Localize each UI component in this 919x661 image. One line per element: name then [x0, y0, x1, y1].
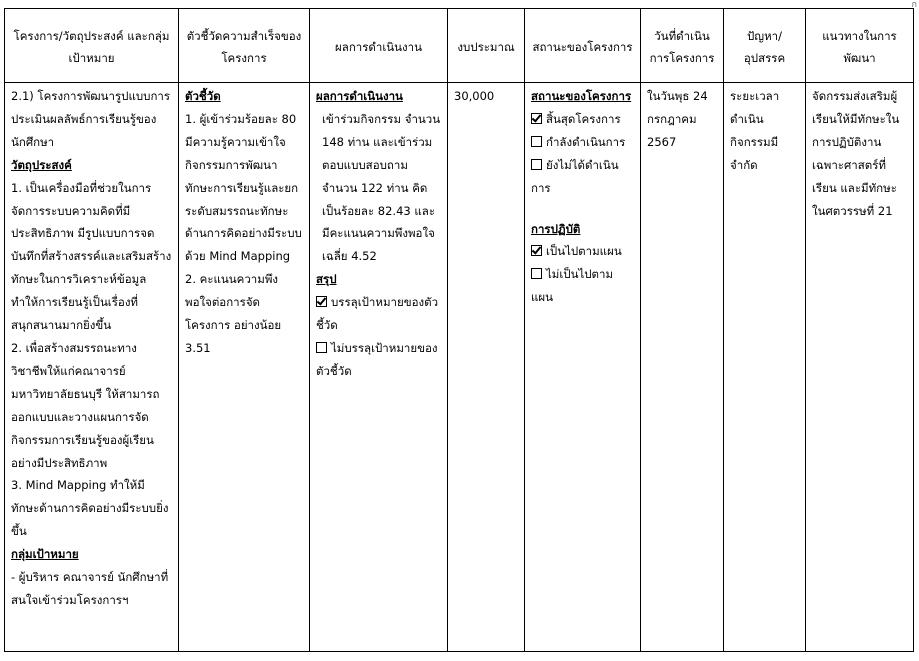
target-group: - ผู้บริหาร คณาจารย์ นักศึกษาที่สนใจเข้าร่วมโครงการฯ — [11, 570, 169, 607]
cell-development — [806, 83, 914, 652]
practice-option-off-plan: ไม่เป็นไปตามแผน — [531, 267, 614, 305]
objectives-heading: วัตถุประสงค์ — [11, 157, 72, 172]
project-report-table — [4, 8, 914, 652]
status-option-finished: สิ้นสุดโครงการ — [531, 108, 634, 131]
checkbox-empty-icon — [531, 268, 542, 279]
results-text: เข้าร่วมกิจกรรม จำนวน 148 ท่าน และเข้าร่วมตอบแบบสอบถามจำนวน 122 ท่าน คิดเป็นร้อยละ 82.43 และมีคะแนนความพึงพอใจเฉลี่ย 4.52 — [322, 111, 441, 264]
checkbox-checked-icon — [316, 296, 327, 307]
checkbox-checked-icon — [531, 113, 542, 124]
header-date: วันที่ดำเนินการโครงการ — [641, 9, 724, 83]
header-budget: งบประมาณ — [448, 9, 525, 83]
summary-heading: สรุป — [316, 272, 337, 287]
corner-mark: ก — [911, 0, 917, 10]
cell-budget — [448, 83, 525, 652]
development-text: จัดกรรมส่งเสริมผู้เรียนให้มีทักษะในการปฏิบัติงานเฉพาะศาสตร์ที่เรียน และมีทักษะในศตวรรษที่ 21 — [812, 89, 900, 218]
indicator-item: 2. คะแนนความพึงพอใจต่อการจัดโครงการ อย่างน้อย 3.51 — [185, 272, 282, 355]
header-indicator: ตัวชี้วัดความสำเร็จของโครงการ — [179, 9, 310, 83]
objective-item: 2. เพื่อสร้างสมรรถนะทางวิชาชีพให้แก่คณาจารย์มหาวิทยาลัยธนบุรี ให้สามารถออกแบบและวางแผนการจัดกิจกรรมการเรียนรู้ของผู้เรียนอย่างมีประสิทธิภาพ — [11, 340, 160, 470]
cell-status — [525, 83, 641, 652]
budget-value: 30,000 — [454, 89, 495, 103]
header-row — [5, 9, 914, 83]
summary-option-achieved: บรรลุเป้าหมายของตัวชี้วัด — [316, 295, 439, 333]
problem-text: ระยะเวลาดำเนินกิจกรรมมีจำกัด — [730, 89, 780, 172]
table-row — [5, 83, 914, 652]
indicator-heading: ตัวชี้วัด — [185, 89, 221, 103]
header-problem: ปัญหา/อุปสรรค — [724, 9, 806, 83]
checkbox-empty-icon — [316, 342, 327, 353]
cell-indicator — [179, 83, 310, 652]
cell-project — [5, 83, 179, 652]
cell-problem — [724, 83, 806, 652]
objective-item: 3. Mind Mapping ทำให้มีทักษะด้านการคิดอย่างมีระบบยิ่งขึ้น — [11, 478, 169, 539]
status-option-in-progress: กำลังดำเนินการ — [531, 131, 634, 154]
objective-item: 1. เป็นเครื่องมือที่ช่วยในการจัดการระบบความคิดที่มีประสิทธิภาพ มีรูปแบบการจดบันทึกที่สร้างสรรค์และเสริมสร้างทักษะในการวิเคราะห์ข้อมูลทำให้การเรียนรู้เป็นเรื่องที่สนุกสนานมากยิ่งขึ้น — [11, 180, 172, 333]
practice-heading: การปฏิบัติ — [531, 221, 581, 236]
checkbox-empty-icon — [531, 159, 542, 170]
status-heading: สถานะของโครงการ — [531, 89, 632, 103]
checkbox-empty-icon — [531, 136, 542, 147]
target-heading: กลุ่มเป้าหมาย — [11, 547, 79, 562]
results-heading: ผลการดำเนินงาน — [316, 89, 403, 103]
checkbox-checked-icon — [531, 245, 542, 256]
indicator-item: 1. ผู้เข้าร่วมร้อยละ 80 มีความรู้ความเข้าใจกิจกรรมการพัฒนาทักษะการเรียนรู้และยกระดับสมรรถนะทักษะด้านการคิดอย่างมีระบบด้วย Mind Mapping — [185, 111, 302, 264]
header-status: สถานะของโครงการ — [525, 9, 641, 83]
practice-option-on-plan: เป็นไปตามแผน — [531, 240, 634, 263]
header-project: โครงการ/วัตถุประสงค์ และกลุ่มเป้าหมาย — [5, 9, 179, 83]
header-results: ผลการดำเนินงาน — [310, 9, 448, 83]
cell-date — [641, 83, 724, 652]
header-development: แนวทางในการพัฒนา — [806, 9, 914, 83]
cell-results — [310, 83, 448, 652]
date-value: ในวันพุธ 24 กรกฎาคม 2567 — [647, 89, 708, 149]
project-name: 2.1) โครงการพัฒนารูปแบบการประเมินผลลัพธ์การเรียนรู้ของนักศึกษา — [11, 89, 171, 149]
status-option-not-started: ยังไม่ได้ดำเนินการ — [531, 157, 619, 195]
summary-option-not-achieved: ไม่บรรลุเป้าหมายของตัวชี้วัด — [316, 340, 438, 378]
